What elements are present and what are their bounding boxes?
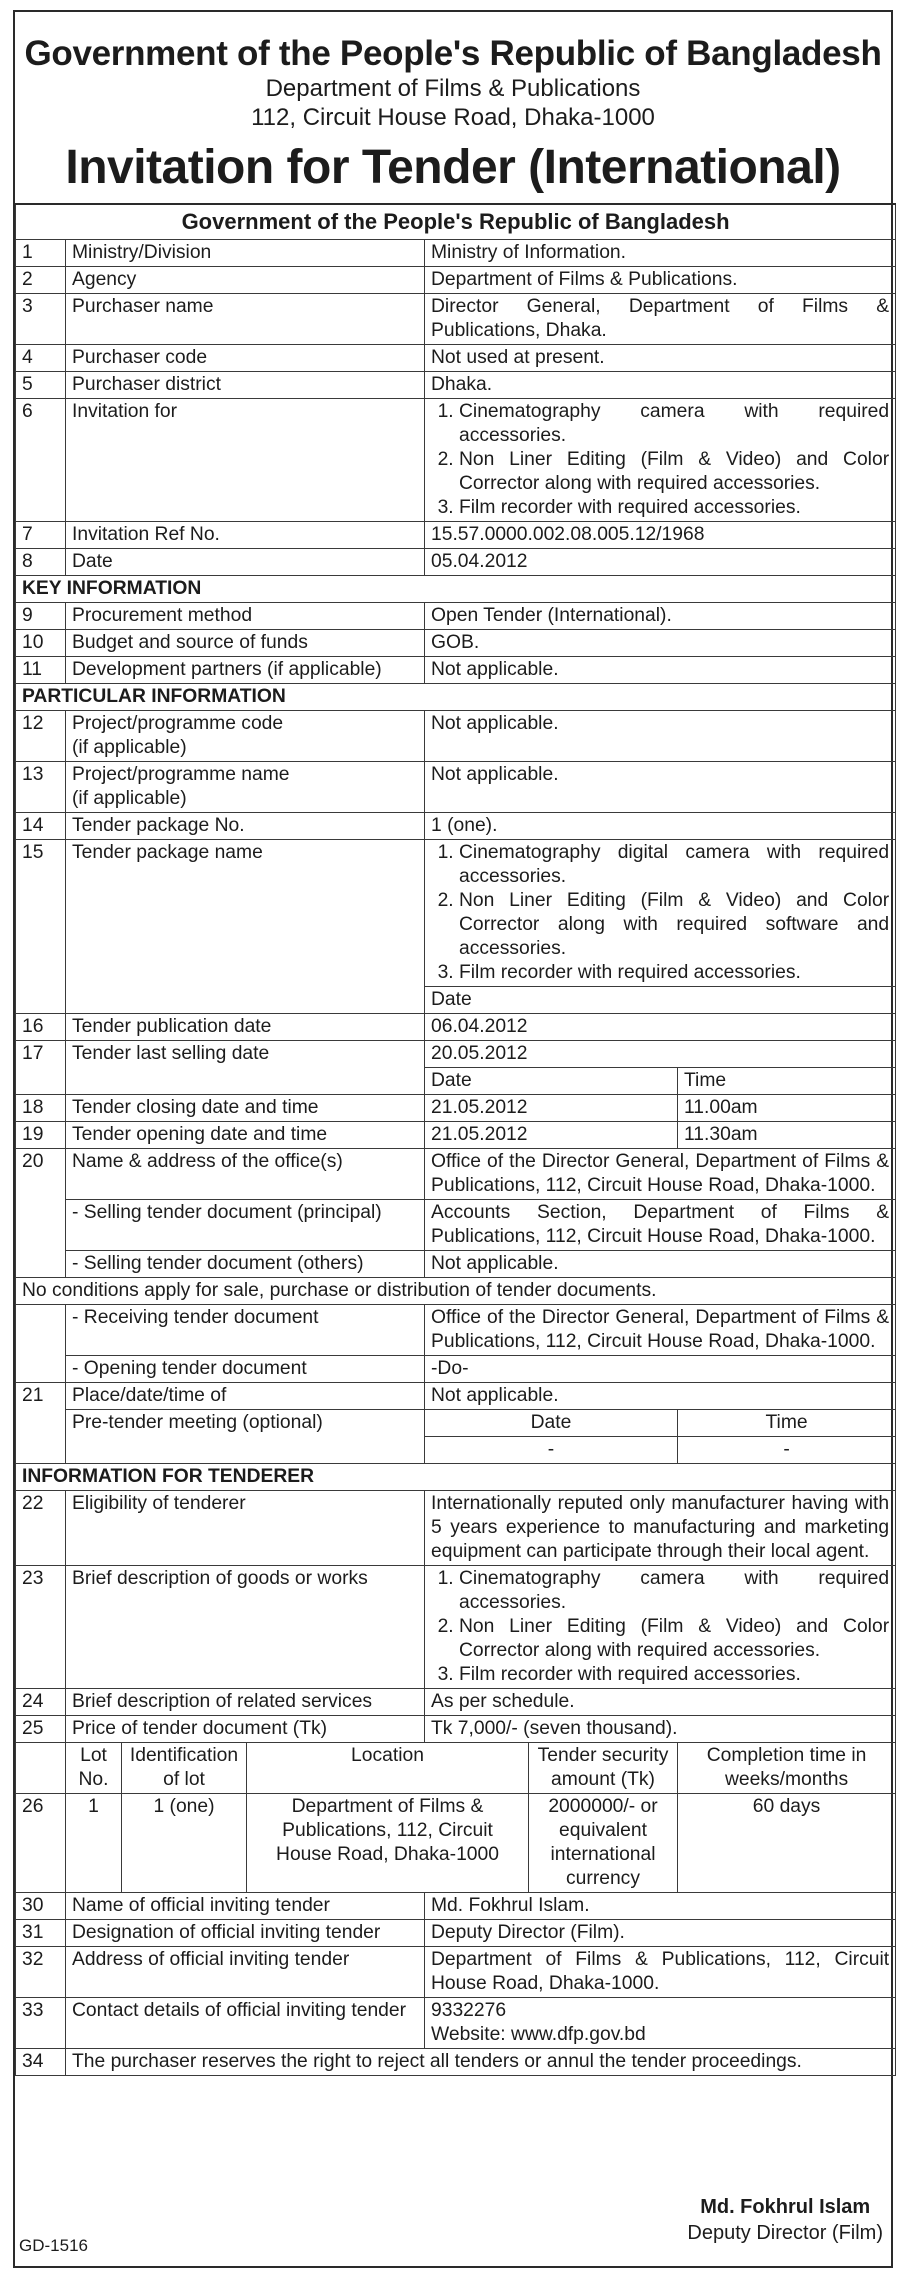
section-row	[16, 684, 896, 711]
label-line: (if applicable)	[72, 737, 187, 758]
row-number: 18	[16, 1095, 66, 1122]
table-row	[16, 1041, 896, 1068]
list-item: 1. Cinematography digital camera with required accessories.	[459, 841, 889, 889]
table-row	[16, 345, 896, 372]
row-label: Tender closing date and time	[66, 1095, 425, 1122]
row-label: - Selling tender document (principal)	[66, 1200, 425, 1251]
row-label	[66, 711, 425, 762]
row-label: Name of official inviting tender	[66, 1893, 425, 1920]
list-item: 2. Non Liner Editing (Film & Video) and Color Corrector along with required software and accessories.	[459, 889, 889, 961]
table-row	[16, 603, 896, 630]
row-label: Purchaser code	[66, 345, 425, 372]
lot-header-row	[16, 1743, 896, 1794]
row-value: Ministry of Information.	[425, 240, 896, 267]
date-header: Date	[425, 1410, 678, 1437]
table-row	[16, 711, 896, 762]
row-label: Development partners (if applicable)	[66, 657, 425, 684]
row-time: 11.30am	[678, 1122, 896, 1149]
notice-header	[15, 34, 891, 195]
signature-block	[687, 2194, 883, 2246]
row-number: 21	[16, 1383, 66, 1464]
row-label: Brief description of goods or works	[66, 1566, 425, 1689]
row-value: Not applicable.	[425, 762, 896, 813]
row-value: Dhaka.	[425, 372, 896, 399]
table-row	[16, 1716, 896, 1743]
time-header: Time	[678, 1068, 896, 1095]
row-number: 25	[16, 1716, 66, 1743]
row-number: 10	[16, 630, 66, 657]
row-value	[425, 840, 896, 987]
row-value: Office of the Director General, Department of Films & Publications, 112, Circuit House Road, Dhaka-1000.	[425, 1149, 896, 1200]
table-caption-row	[16, 204, 896, 240]
row-value: Internationally reputed only manufacturer having with 5 years experience to manufacturing and marketing equipment can participate through their local agent.	[425, 1491, 896, 1566]
date-header: Date	[425, 1068, 678, 1095]
row-label: Designation of official inviting tender	[66, 1920, 425, 1947]
table-row	[16, 762, 896, 813]
table-row	[16, 1200, 896, 1251]
completion-header: Completion time in weeks/months	[678, 1743, 896, 1794]
note-row	[16, 1278, 896, 1305]
table-row	[16, 2049, 896, 2076]
table-row	[16, 1689, 896, 1716]
signatory-name: Md. Fokhrul Islam	[700, 2196, 871, 2218]
table-row	[16, 372, 896, 399]
row-label: Tender package No.	[66, 813, 425, 840]
section-row	[16, 576, 896, 603]
row-label: Budget and source of funds	[66, 630, 425, 657]
row-number: 16	[16, 1014, 66, 1041]
list-item: 3. Film recorder with required accessories.	[459, 961, 889, 985]
row-number: 14	[16, 813, 66, 840]
row-value	[425, 1998, 896, 2049]
table-row	[16, 1149, 896, 1200]
table-row	[16, 549, 896, 576]
row-label: Tender opening date and time	[66, 1122, 425, 1149]
row-label: Name & address of the office(s)	[66, 1149, 425, 1200]
row-value: Department of Films & Publications, 112, Circuit House Road, Dhaka-1000.	[425, 1947, 896, 1998]
table-row	[16, 1566, 896, 1689]
label-line: Project/programme name	[72, 764, 290, 785]
table-row	[16, 1920, 896, 1947]
row-value: Tk 7,000/- (seven thousand).	[425, 1716, 896, 1743]
row-value: Not used at present.	[425, 345, 896, 372]
row-number: 26	[16, 1794, 66, 1893]
row-value: 06.04.2012	[425, 1014, 896, 1041]
location-header: Location	[247, 1743, 529, 1794]
table-row	[16, 1491, 896, 1566]
table-row	[16, 1122, 896, 1149]
row-label: Contact details of official inviting tender	[66, 1998, 425, 2049]
row-label: Invitation for	[66, 399, 425, 522]
row-label: Ministry/Division	[66, 240, 425, 267]
row-value: As per schedule.	[425, 1689, 896, 1716]
row-value: Open Tender (International).	[425, 603, 896, 630]
row-number: 24	[16, 1689, 66, 1716]
row-label: Purchaser name	[66, 294, 425, 345]
list-item: 3. Film recorder with required accessories.	[459, 496, 889, 520]
row-number: 9	[16, 603, 66, 630]
table-caption: Government of the People's Republic of Bangladesh	[16, 204, 896, 240]
table-row	[16, 1893, 896, 1920]
table-row	[16, 1305, 896, 1356]
notice-code: GD-1516	[19, 2236, 88, 2255]
row-number: 17	[16, 1041, 66, 1095]
table-row	[16, 1947, 896, 1998]
row-number: 7	[16, 522, 66, 549]
row-value: Office of the Director General, Department of Films & Publications, 112, Circuit House Road, Dhaka-1000.	[425, 1305, 896, 1356]
row-label: Invitation Ref No.	[66, 522, 425, 549]
conditions-note: No conditions apply for sale, purchase or distribution of tender documents.	[16, 1278, 896, 1305]
table-row	[16, 630, 896, 657]
row-number: 19	[16, 1122, 66, 1149]
lot-location: Department of Films & Publications, 112, Circuit House Road, Dhaka-1000	[247, 1794, 529, 1893]
table-row	[16, 1410, 896, 1437]
row-label: Tender publication date	[66, 1014, 425, 1041]
row-number: 4	[16, 345, 66, 372]
notice-title: Invitation for Tender (International)	[65, 141, 841, 194]
time-header: Time	[678, 1410, 896, 1437]
table-row	[16, 1998, 896, 2049]
row-label: Place/date/time of	[66, 1383, 425, 1410]
row-label: Brief description of related services	[66, 1689, 425, 1716]
signatory-designation: Deputy Director (Film)	[687, 2222, 883, 2244]
row-label: Tender package name	[66, 840, 425, 1014]
list-item: 1. Cinematography camera with required accessories.	[459, 1567, 889, 1615]
department-name: Department of Films & Publications	[265, 75, 641, 102]
security-header: Tender security amount (Tk)	[529, 1743, 678, 1794]
row-value: Not applicable.	[425, 657, 896, 684]
tender-table	[15, 203, 896, 2076]
row-label: Eligibility of tenderer	[66, 1491, 425, 1566]
row-label: Agency	[66, 267, 425, 294]
item-list	[431, 841, 889, 985]
row-label: Tender last selling date	[66, 1041, 425, 1095]
row-label	[66, 762, 425, 813]
lot-row	[16, 1794, 896, 1893]
table-row	[16, 813, 896, 840]
table-row	[16, 267, 896, 294]
list-item: 1. Cinematography camera with required accessories.	[459, 400, 889, 448]
date-header: Date	[425, 987, 896, 1014]
row-label: - Opening tender document	[66, 1356, 425, 1383]
row-number: 20	[16, 1149, 66, 1278]
table-row	[16, 522, 896, 549]
list-item: 2. Non Liner Editing (Film & Video) and Color Corrector along with required accessories.	[459, 448, 889, 496]
row-number: 8	[16, 549, 66, 576]
row-number: 30	[16, 1893, 66, 1920]
item-list	[431, 400, 889, 520]
table-row	[16, 1356, 896, 1383]
row-number	[16, 1743, 66, 1794]
row-label: - Receiving tender document	[66, 1305, 425, 1356]
row-number: 3	[16, 294, 66, 345]
identification-header: Identification of lot	[122, 1743, 247, 1794]
row-value: Not applicable.	[425, 1383, 896, 1410]
lot-security-amount: 2000000/- or equivalent international currency	[529, 1794, 678, 1893]
row-value: Accounts Section, Department of Films & Publications, 112, Circuit House Road, Dhaka-1000.	[425, 1200, 896, 1251]
department-address: 112, Circuit House Road, Dhaka-1000	[251, 104, 655, 131]
row-time: -	[678, 1437, 896, 1464]
row-number: 2	[16, 267, 66, 294]
row-value: 15.57.0000.002.08.005.12/1968	[425, 522, 896, 549]
table-row	[16, 1095, 896, 1122]
row-number: 23	[16, 1566, 66, 1689]
section-heading: INFORMATION FOR TENDERER	[16, 1464, 896, 1491]
row-value: Department of Films & Publications.	[425, 267, 896, 294]
section-heading: PARTICULAR INFORMATION	[16, 684, 896, 711]
row-value: GOB.	[425, 630, 896, 657]
contact-website: Website: www.dfp.gov.bd	[431, 2024, 646, 2045]
row-value: -Do-	[425, 1356, 896, 1383]
row-value: Not applicable.	[425, 1251, 896, 1278]
row-number: 15	[16, 840, 66, 1014]
row-number: 13	[16, 762, 66, 813]
row-label: Price of tender document (Tk)	[66, 1716, 425, 1743]
row-value: Deputy Director (Film).	[425, 1920, 896, 1947]
lot-header: Lot No.	[66, 1743, 122, 1794]
row-value: 05.04.2012	[425, 549, 896, 576]
table-row	[16, 1383, 896, 1410]
row-number: 33	[16, 1998, 66, 2049]
row-value	[425, 1566, 896, 1689]
section-row	[16, 1464, 896, 1491]
label-line: (if applicable)	[72, 788, 187, 809]
table-row	[16, 1251, 896, 1278]
table-row	[16, 399, 896, 522]
row-number: 11	[16, 657, 66, 684]
row-value: 1 (one).	[425, 813, 896, 840]
row-date: 21.05.2012	[425, 1095, 678, 1122]
row-label: - Selling tender document (others)	[66, 1251, 425, 1278]
row-time: 11.00am	[678, 1095, 896, 1122]
tender-notice	[13, 10, 893, 2268]
row-value	[425, 399, 896, 522]
notice-footer	[15, 2192, 891, 2266]
row-label: Procurement method	[66, 603, 425, 630]
row-label: Address of official inviting tender	[66, 1947, 425, 1998]
table-row	[16, 840, 896, 987]
row-value: Not applicable.	[425, 711, 896, 762]
lot-identification: 1 (one)	[122, 1794, 247, 1893]
row-number: 6	[16, 399, 66, 522]
row-label: Pre-tender meeting (optional)	[66, 1410, 425, 1464]
row-value: Director General, Department of Films & Publications, Dhaka.	[425, 294, 896, 345]
row-value: 20.05.2012	[425, 1041, 896, 1068]
row-value: The purchaser reserves the right to reject all tenders or annul the tender proceedings.	[66, 2049, 896, 2076]
row-number: 12	[16, 711, 66, 762]
row-number: 22	[16, 1491, 66, 1566]
row-label: Date	[66, 549, 425, 576]
row-number: 5	[16, 372, 66, 399]
lot-number: 1	[66, 1794, 122, 1893]
item-list	[431, 1567, 889, 1687]
row-value: Md. Fokhrul Islam.	[425, 1893, 896, 1920]
table-row	[16, 1014, 896, 1041]
row-date: 21.05.2012	[425, 1122, 678, 1149]
row-number: 32	[16, 1947, 66, 1998]
row-label: Purchaser district	[66, 372, 425, 399]
table-row	[16, 240, 896, 267]
contact-phone: 9332276	[431, 2000, 507, 2021]
row-date: -	[425, 1437, 678, 1464]
government-heading: Government of the People's Republic of Bangladesh	[24, 34, 882, 73]
table-row	[16, 657, 896, 684]
row-number: 31	[16, 1920, 66, 1947]
label-line: Project/programme code	[72, 713, 284, 734]
list-item: 2. Non Liner Editing (Film & Video) and Color Corrector along with required accessories.	[459, 1615, 889, 1663]
row-number: 1	[16, 240, 66, 267]
lot-completion-time: 60 days	[678, 1794, 896, 1893]
row-number: 34	[16, 2049, 66, 2076]
list-item: 3. Film recorder with required accessories.	[459, 1663, 889, 1687]
row-number	[16, 1305, 66, 1383]
table-row	[16, 294, 896, 345]
section-heading: KEY INFORMATION	[16, 576, 896, 603]
